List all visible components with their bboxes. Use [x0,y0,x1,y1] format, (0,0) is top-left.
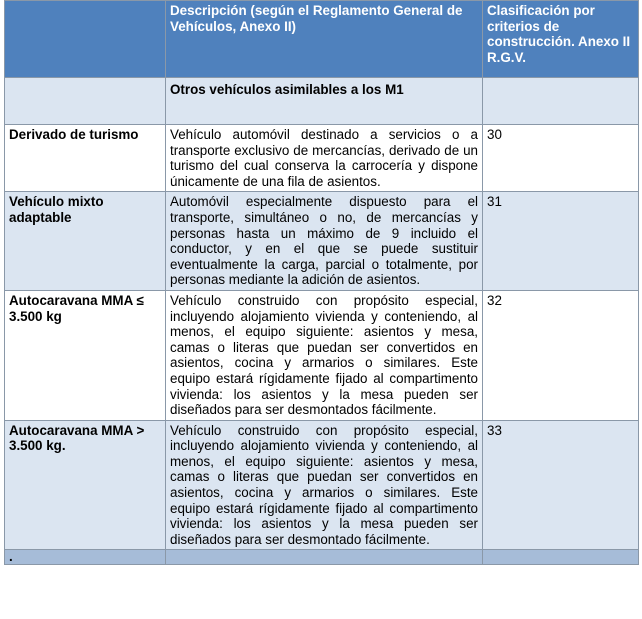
row-code: 30 [483,125,639,192]
table-row [5,290,639,420]
table-section-row [5,78,639,125]
section-cell-empty [5,78,166,125]
table-footer-row [5,550,639,565]
footer-cell-empty-right [483,550,639,565]
row-code: 32 [483,290,639,420]
row-name: Derivado de turismo [5,125,166,192]
header-cell-name [5,1,166,78]
table-row [5,192,639,291]
row-name: Vehículo mixto adaptable [5,192,166,291]
section-title: Otros vehículos asimilables a los M1 [166,78,483,125]
table-header-row [5,1,639,78]
row-description: Automóvil especialmente dispuesto para el transporte, simultáneo o no, de mercancías y personas hasta un máximo de 9 incluido el conductor, y en el que se puede sustituir eventualmente la carga, parcial o totalmente, por personas mediante la adición de asientos. [166,192,483,291]
vehicle-classification-table [4,0,639,565]
row-description: Vehículo construido con propósito especial, incluyendo alojamiento vivienda y conteniendo, al menos, el equipo siguiente: asientos y mesa, camas o literas que puedan ser convertidos en asientos, cocina y armarios o similares. Este equipo estará rígidamente fijado al compartimento vivienda: los asientos y la mesa pueden ser diseñados para ser desmontados fácilmente. [166,290,483,420]
table-row [5,420,639,550]
row-name: Autocaravana MMA > 3.500 kg. [5,420,166,550]
section-cell-empty-right [483,78,639,125]
footer-cell-empty [166,550,483,565]
row-code: 31 [483,192,639,291]
footer-mark: . [5,550,166,565]
header-cell-classification: Clasificación por criterios de construcción. Anexo II R.G.V. [483,1,639,78]
row-description: Vehículo construido con propósito especial, incluyendo alojamiento vivienda y conteniendo, al menos, el equipo siguiente: asientos y mesa, camas o literas que puedan ser convertidos en asientos, cocina y armarios o similares. Este equipo estará rígidamente fijado al compartimento vivienda: los asientos y la mesa pueden ser diseñados para ser desmontado fácilmente. [166,420,483,550]
row-name: Autocaravana MMA ≤ 3.500 kg [5,290,166,420]
header-cell-description: Descripción (según el Reglamento General de Vehículos, Anexo II) [166,1,483,78]
table-row [5,125,639,192]
row-description: Vehículo automóvil destinado a servicios o a transporte exclusivo de mercancías, derivado de un turismo del cual conserva la carrocería y dispone únicamente de una fila de asientos. [166,125,483,192]
row-code: 33 [483,420,639,550]
